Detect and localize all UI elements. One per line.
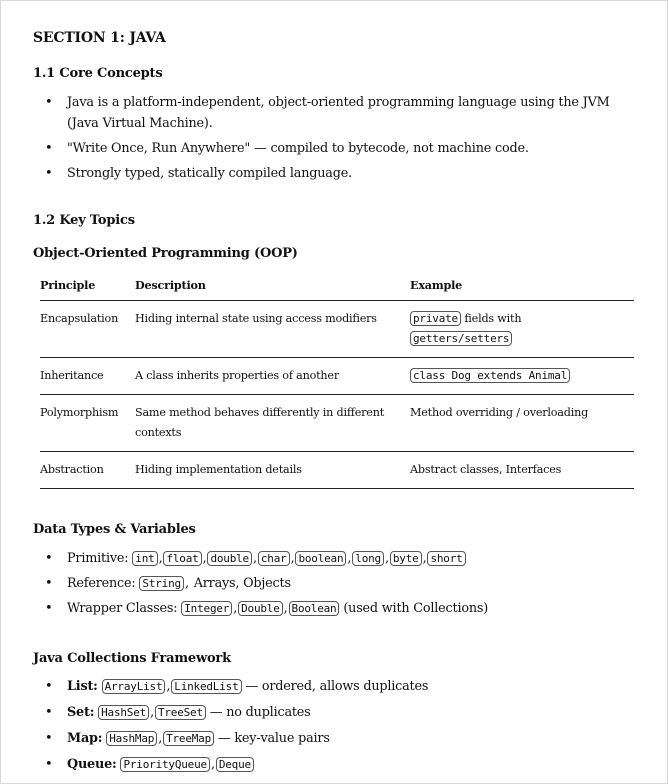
collection-label: Queue: <box>67 757 117 772</box>
column-header: Example <box>410 270 634 301</box>
wrapper-label: Wrapper Classes: <box>67 601 178 616</box>
principle-cell: Encapsulation <box>40 301 135 358</box>
collections-heading: Java Collections Framework <box>33 651 231 666</box>
principle-cell: Abstraction <box>40 452 135 489</box>
example-cell: Abstract classes, Interfaces <box>410 452 634 489</box>
code-chip: Deque <box>216 757 254 772</box>
table-row <box>40 358 634 395</box>
oop-table <box>40 270 634 489</box>
data-types-heading: Data Types & Variables <box>33 522 196 537</box>
primitive-label: Primitive: <box>67 551 129 566</box>
code-chip: HashSet <box>98 705 149 720</box>
wrapper-note: (used with Collections) <box>343 601 489 616</box>
list-item: • Queue: PriorityQueue , Deque <box>33 754 613 775</box>
code-chip: long <box>352 551 384 566</box>
code-chip: HashMap <box>106 731 157 746</box>
reference-text: Arrays, Objects <box>193 576 291 591</box>
description-cell: Hiding implementation details <box>135 452 410 489</box>
code-chip: PriorityQueue <box>120 757 210 772</box>
code-chip: class Dog extends Animal <box>410 368 570 383</box>
code-chip: ArrayList <box>102 679 166 694</box>
principle-cell: Inheritance <box>40 358 135 395</box>
oop-heading: Object-Oriented Programming (OOP) <box>33 246 298 261</box>
code-chip: Boolean <box>289 601 340 616</box>
description-cell: Hiding internal state using access modifiers <box>135 301 410 358</box>
code-chip: float <box>163 551 201 566</box>
column-header: Description <box>135 270 410 301</box>
code-chip: String <box>139 576 184 591</box>
description-cell: Same method behaves differently in different contexts <box>135 395 410 452</box>
code-chip: TreeSet <box>155 705 206 720</box>
collection-label: Set: <box>67 705 95 720</box>
code-chip: private <box>410 311 461 326</box>
code-chip: short <box>427 551 465 566</box>
code-chip: int <box>132 551 157 566</box>
principle-cell: Polymorphism <box>40 395 135 452</box>
code-chip: boolean <box>295 551 346 566</box>
list-item: • Wrapper Classes: Integer , Double , Boolean (used with Collections) <box>33 598 613 619</box>
table-row <box>40 395 634 452</box>
example-cell <box>410 358 634 395</box>
code-chip: Double <box>238 601 283 616</box>
example-cell <box>410 301 634 358</box>
code-chip: Integer <box>181 601 232 616</box>
collection-note: — no duplicates <box>209 705 311 720</box>
collection-note: — key-value pairs <box>217 731 330 746</box>
code-chip: TreeMap <box>163 731 214 746</box>
code-chip: char <box>258 551 290 566</box>
collection-label: Map: <box>67 731 103 746</box>
code-chip: getters/setters <box>410 331 512 346</box>
list-item: • Java is a platform-independent, object-oriented programming language using the JVM (Java Virtual Machine). <box>33 92 613 134</box>
code-chip: byte <box>390 551 422 566</box>
table-row <box>40 301 634 358</box>
core-concepts-heading: 1.1 Core Concepts <box>33 66 163 81</box>
list-item: • Strongly typed, statically compiled language. <box>33 163 613 184</box>
collection-note: — ordered, allows duplicates <box>245 679 429 694</box>
list-item: • Map: HashMap , TreeMap — key-value pairs <box>33 728 613 749</box>
list-item: • Set: HashSet , TreeSet — no duplicates <box>33 702 613 723</box>
description-cell: A class inherits properties of another <box>135 358 410 395</box>
data-types-list <box>33 548 613 619</box>
key-topics-heading: 1.2 Key Topics <box>33 213 135 228</box>
example-text: fields with <box>464 312 522 325</box>
collections-list <box>33 676 613 775</box>
reference-label: Reference: <box>67 576 136 591</box>
core-concepts-list <box>33 92 613 184</box>
list-item: • Primitive: int , float , double , char , boolean , long , byte , short <box>33 548 613 569</box>
list-item: • Reference: String , Arrays, Objects <box>33 573 613 594</box>
example-cell: Method overriding / overloading <box>410 395 634 452</box>
section-title: SECTION 1: JAVA <box>33 30 166 46</box>
column-header: Principle <box>40 270 135 301</box>
table-header-row <box>40 270 634 301</box>
list-item: • List: ArrayList , LinkedList — ordered, allows duplicates <box>33 676 613 697</box>
code-chip: LinkedList <box>171 679 241 694</box>
collection-label: List: <box>67 679 98 694</box>
code-chip: double <box>207 551 252 566</box>
table-row <box>40 452 634 489</box>
list-item: • "Write Once, Run Anywhere" — compiled to bytecode, not machine code. <box>33 138 613 159</box>
